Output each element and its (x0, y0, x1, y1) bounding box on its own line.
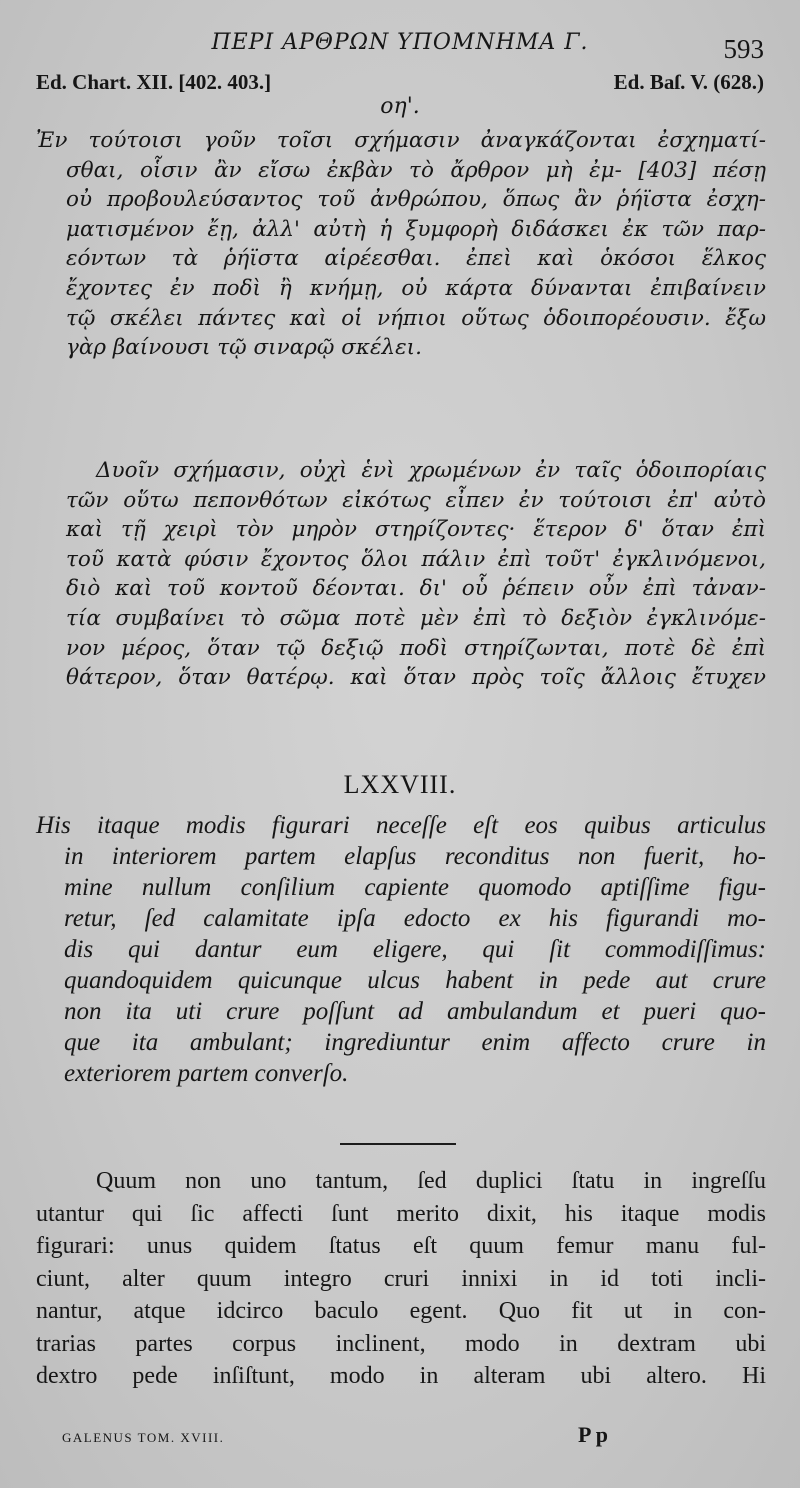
text-line: τῷ σκέλει πάντες καὶ οἱ νήπιοι οὕτως ὁδοιπορέουσιν. ἔξω (66, 305, 766, 331)
text-line: νον μέρος, ὅταν τῷ δεξιῷ ποδὶ στηρίζωνται, ποτὲ δὲ ἐπὶ (66, 635, 766, 661)
text-line: Ἐν τούτοισι γοῦν τοῖσι σχήμασιν ἀναγκάζονται ἐσχηματί- (36, 128, 766, 153)
greek-paragraph-2 (36, 456, 766, 693)
text-line: οὐ προβουλεύσαντος τοῦ ἀνθρώπου, ὅπως ἂν ῥήϊστα ἐσχη- (66, 187, 766, 213)
text-line: σθαι, οἷσιν ἂν εἴσω ἐκβὰν τὸ ἄρθρον μὴ ἐμ- [403] πέσῃ (66, 157, 766, 183)
greek-section-number: οη'. (380, 94, 420, 119)
text-line: εόντων τὰ ῥήϊστα αἱρέεσθαι. ἐπεὶ καὶ ὁκόσοι ἕλκος (66, 246, 766, 272)
text-line: τοῦ κατὰ φύσιν ἔχοντος ὅλοι πάλιν ἐπὶ τοῦτ' ἐγκλινόμενοι, (66, 546, 766, 572)
text-line: quandoquidem quicunque ulcus habent in pede aut crure (64, 967, 766, 994)
text-line: θάτερον, ὅταν θατέρῳ. καὶ ὅταν πρὸς τοῖς ἄλλοις ἔτυχεν (66, 665, 766, 691)
section-heading: LXXVIII. (343, 770, 457, 799)
text-line: figurari: unus quidem ſtatus eſt quum femur manu ful- (36, 1233, 766, 1259)
page-number: 593 (723, 34, 764, 64)
text-line: dextro pede inſiſtunt, modo in alteram ubi altero. Hi (36, 1363, 766, 1389)
greek-paragraph-1 (36, 126, 766, 363)
text-line: Δυοῖν σχήμασιν, οὐχὶ ἑνὶ χρωμένων ἐν ταῖς ὁδοιπορίαις (96, 458, 766, 483)
edition-reference-left: Ed. Chart. XII. [402. 403.] (36, 70, 272, 94)
text-line: dis qui dantur eum eligere, qui ſit commodiſſimus: (64, 936, 766, 963)
text-line: γὰρ βαίνουσι τῷ σιναρῷ σκέλει. (66, 335, 422, 361)
text-line: retur, ſed calamitate ipſa edocto ex his figurandi mo- (64, 905, 766, 932)
text-line: trarias partes corpus inclinent, modo in dextram ubi (36, 1330, 766, 1357)
text-line: τῶν οὕτω πεπονθότων εἰκότως εἶπεν ἐν τούτοισι ἐπ' αὐτὸ (66, 487, 766, 513)
text-line: Quum non uno tantum, ſed duplici ſtatu in ingreſſu (96, 1168, 766, 1194)
text-line: utantur qui ſic affecti ſunt merito dixit, his itaque modis (36, 1200, 766, 1227)
text-line: exteriorem partem converſo. (64, 1060, 349, 1087)
text-line: ἔχοντες ἐν ποδὶ ἢ κνήμῃ, οὐ κάρτα δύνανται ἐπιβαίνειν (66, 275, 766, 301)
text-line: καὶ τῇ χειρὶ τὸν μηρὸν στηρίζοντες· ἕτερον δ' ὅταν ἐπὶ (66, 517, 766, 543)
text-line: διὸ καὶ τοῦ κοντοῦ δέονται. δι' οὗ ῥέπειν οὖν ἐπὶ τἀναν- (66, 576, 766, 602)
text-line: His itaque modis figurari neceſſe eſt eos quibus articulus (36, 812, 766, 839)
text-line: que ita ambulant; ingrediuntur enim affecto crure in (64, 1029, 766, 1056)
text-line: τία συμβαίνει τὸ σῶμα ποτὲ μὲν ἐπὶ τὸ δεξιὸν ἐγκλινόμε- (66, 605, 766, 631)
edition-reference-right: Ed. Baſ. V. (628.) (613, 70, 764, 94)
text-line: non ita uti crure poſſunt ad ambulandum et pueri quo- (64, 998, 766, 1025)
latin-commentary (36, 1165, 766, 1393)
section-divider (340, 1143, 456, 1145)
latin-translation (36, 810, 766, 1089)
printer-signature: GALENUS TOM. XVIII. (62, 1430, 225, 1445)
text-line: ciunt, alter quum integro cruri innixi in id toti incli- (36, 1265, 766, 1292)
running-title: ΠΕΡΙ ΑΡΘΡΩΝ ΥΠΟΜΝΗΜΑ Γ. (211, 30, 589, 55)
text-line: ματισμένον ἔῃ, ἀλλ' αὐτὴ ἡ ξυμφορὴ διδάσκει ἐκ τῶν παρ- (66, 216, 766, 242)
text-line: in interiorem partem elapſus reconditus non fuerit, ho- (64, 843, 766, 870)
text-line: mine nullum conſilium capiente quomodo aptiſſime figu- (64, 874, 766, 901)
text-line: nantur, atque idcirco baculo egent. Quo fit ut in con- (36, 1298, 766, 1324)
gathering-mark: P p (578, 1422, 608, 1447)
